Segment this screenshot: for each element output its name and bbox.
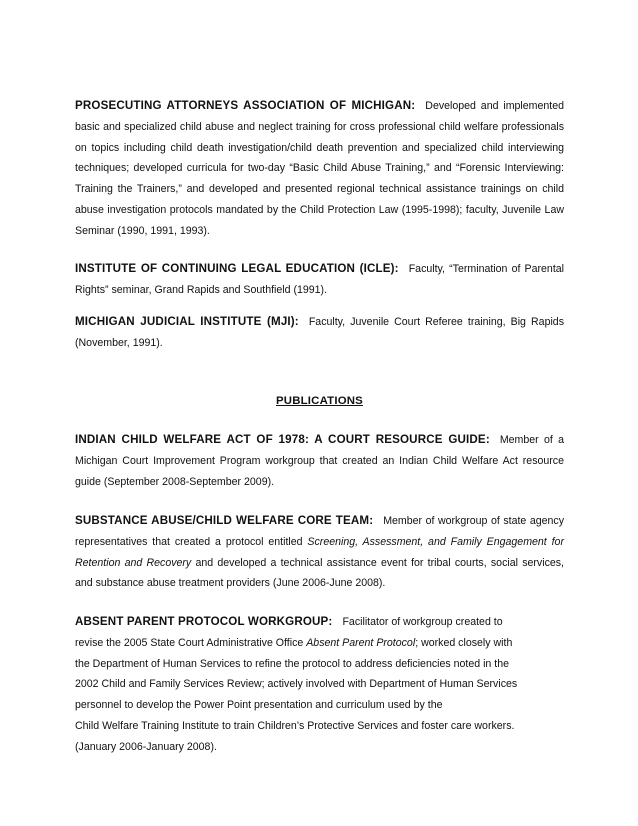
entry-text: Facilitator of workgroup created to: [342, 616, 503, 628]
protocol-title: Screening, Assessment, and Family Engagement for Retention and Recovery: [75, 535, 564, 569]
entry-text: Faculty, Juvenile Court Referee training, Big Rapids (November, 1991).: [75, 316, 564, 349]
entry-text: Developed and implemented basic and specialized child abuse and neglect training for cross professional child welfare professionals on topics including child death investigation/child death prevention and specialized child interviewing techniques; developed curricula for two-day “Basic Child Abuse Training,” and “Forensic Interviewing: Training the Trainers,” and developed and presented regional technical assistance trainings on child abuse investigation protocols mandated by the Child Protection Law (1995-1998); faculty, Juvenile Law Seminar (1990, 1991, 1993).: [75, 100, 564, 237]
section-title-publications: PUBLICATIONS: [276, 395, 363, 407]
entry-heading: ABSENT PARENT PROTOCOL WORKGROUP:: [75, 615, 333, 628]
entry-paam: [75, 96, 564, 242]
entry-absent-parent-workgroup: [75, 612, 564, 758]
entry-icwa-guide: [75, 430, 564, 492]
entry-text: ; worked closely with: [415, 636, 513, 649]
entry-mji: [75, 312, 564, 354]
entry-text: the Department of Human Services to refine the protocol to address deficiencies noted in the: [75, 657, 509, 670]
entry-text: personnel to develop the Power Point presentation and curriculum used by the: [75, 699, 443, 712]
entry-text: Member of workgroup of state agency representatives that created a protocol entitled: [75, 515, 565, 548]
entry-heading: MICHIGAN JUDICIAL INSTITUTE (MJI):: [75, 315, 299, 328]
protocol-title: Absent Parent Protocol: [306, 636, 416, 649]
entry-substance-abuse-team: [75, 511, 564, 594]
entry-heading: SUBSTANCE ABUSE/CHILD WELFARE CORE TEAM:: [75, 514, 374, 527]
entry-heading: INSTITUTE OF CONTINUING LEGAL EDUCATION (ICLE):: [75, 262, 399, 275]
entry-heading: PROSECUTING ATTORNEYS ASSOCIATION OF MICHIGAN:: [75, 99, 416, 112]
entry-heading: INDIAN CHILD WELFARE ACT OF 1978: A COURT RESOURCE GUIDE:: [75, 433, 490, 446]
entry-text: and developed a technical assistance event for tribal courts, social services, and substance abuse treatment providers (June 2006-June 2008).: [75, 556, 564, 590]
entry-text: (January 2006-January 2008).: [75, 740, 217, 753]
entry-icle: [75, 259, 564, 301]
entry-text: Member of a Michigan Court Improvement Program workgroup that created an Indian Child Welfare Act resource guide (September 2008-September 2009).: [75, 434, 564, 488]
entry-text: Faculty, “Termination of Parental Rights” seminar, Grand Rapids and Southfield (1991).: [75, 263, 565, 296]
entry-text: 2002 Child and Family Services Review; actively involved with Department of Human Services: [75, 678, 518, 691]
entry-text: revise the 2005 State Court Administrative Office: [75, 636, 304, 649]
entry-text: Child Welfare Training Institute to train Children’s Protective Services and foster care workers.: [75, 719, 515, 732]
